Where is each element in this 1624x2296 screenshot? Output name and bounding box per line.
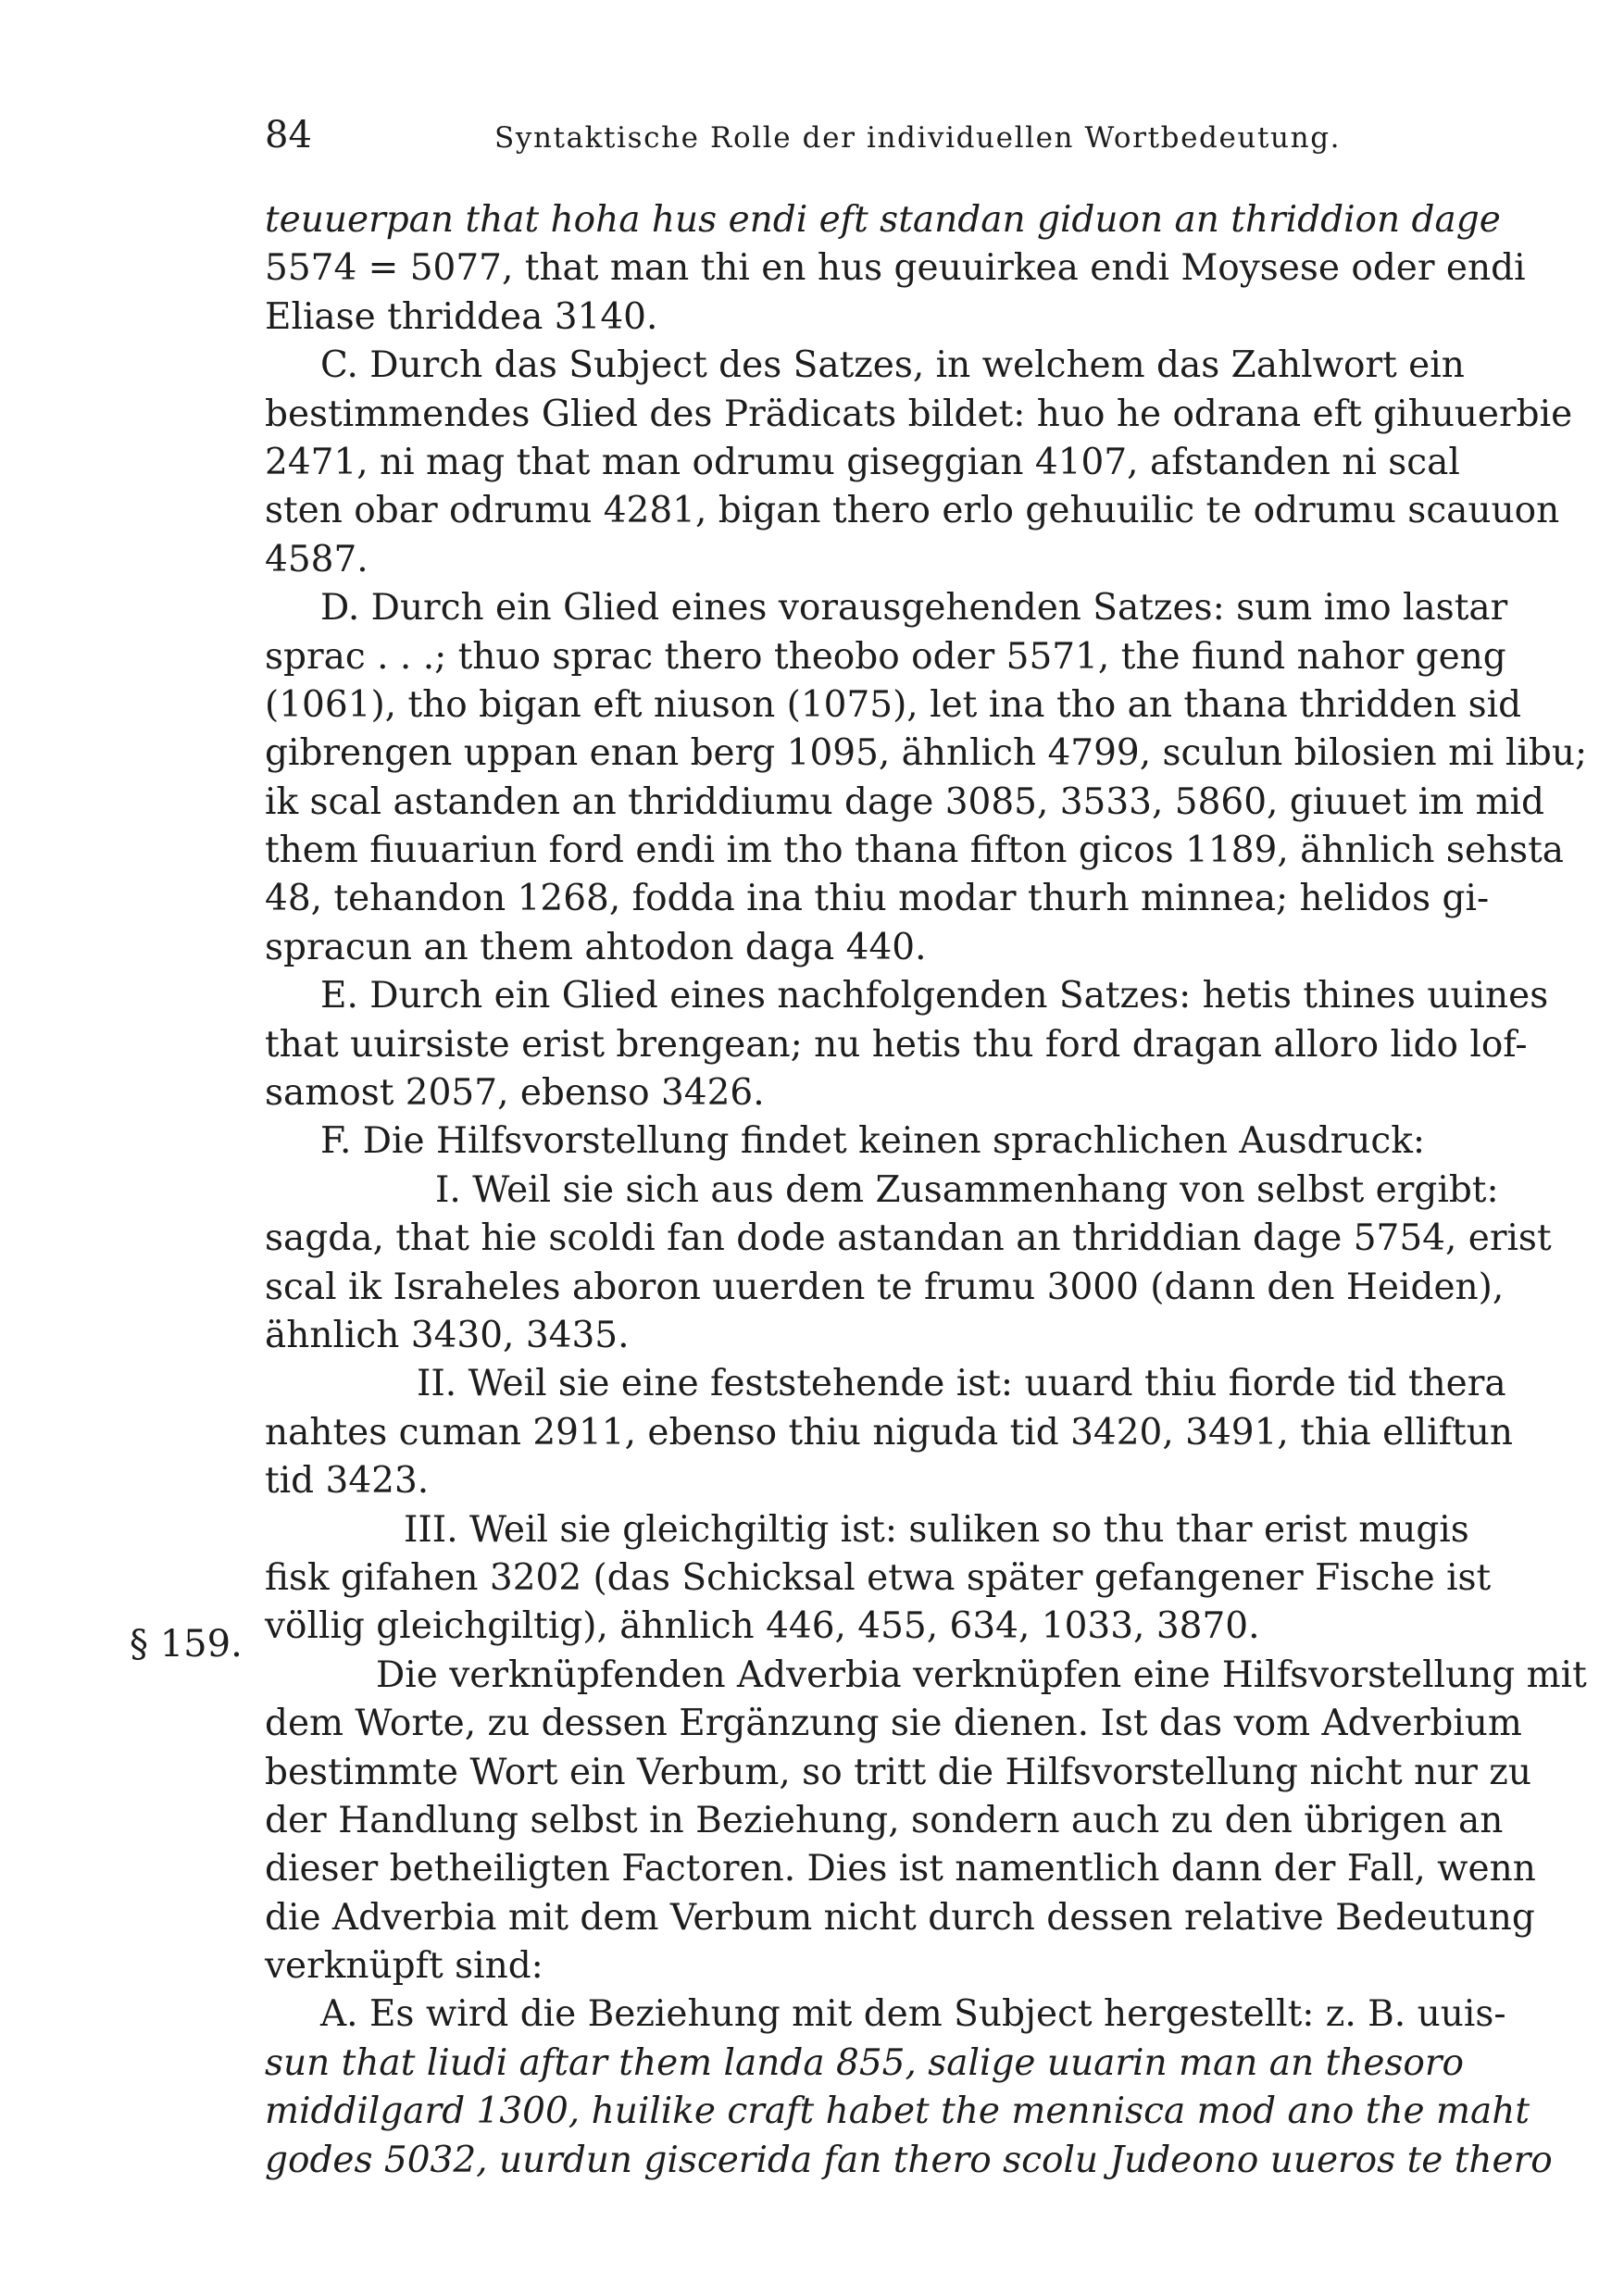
text-line: der Handlung selbst in Beziehung, sondern auch zu den übrigen an (265, 1799, 1504, 1841)
text-line: godes 5032, uurdun giscerida fan thero scolu Judeono uueros te thero (265, 2139, 1553, 2181)
text-line: Eliase thriddea 3140. (265, 295, 658, 338)
running-title: Syntaktische Rolle der individuellen Wortbedeutung. (494, 121, 1342, 155)
text-line: I. Weil sie sich aus dem Zusammenhang von selbst ergibt: (435, 1168, 1499, 1211)
text-line: 48, tehandon 1268, fodda ina thiu modar thurh minnea; helidos gi- (265, 878, 1490, 920)
text-line: tid 3423. (265, 1460, 430, 1503)
text-line: them fiuuariun ford endi im tho thana fifton gicos 1189, ähnlich sehsta (265, 830, 1565, 872)
text-line: dem Worte, zu dessen Ergänzung sie dienen. Ist das vom Adverbium (265, 1703, 1522, 1745)
text-line: that uuirsiste erist brengean; nu hetis thu ford dragan alloro lido lof- (265, 1023, 1528, 1066)
text-line: spracun an them ahtodon daga 440. (265, 926, 927, 968)
text-line: sprac . . .; thuo sprac thero theobo oder 5571, the fiund nahor geng (265, 635, 1506, 678)
page-header (265, 109, 1459, 165)
text-line: II. Weil sie eine feststehende ist: uuard thiu fiorde tid thera (417, 1363, 1506, 1405)
text-line: Die verknüpfenden Adverbia verknüpfen eine Hilfsvorstellung mit (376, 1653, 1587, 1696)
text-line: völlig gleichgiltig), ähnlich 446, 455, 634, 1033, 3870. (265, 1605, 1260, 1648)
text-line: middilgard 1300, huilike craft habet the mennisca mod ano the maht (265, 2090, 1530, 2133)
text-line: F. Die Hilfsvorstellung findet keinen sprachlichen Ausdruck: (320, 1120, 1425, 1163)
text-line: E. Durch ein Glied eines nachfolgenden Satzes: hetis thines uuines (320, 975, 1549, 1017)
text-line: scal ik Israheles aboron uuerden te frumu 3000 (dann den Heiden), (265, 1266, 1505, 1308)
text-line: A. Es wird die Beziehung mit dem Subject hergestellt: z. B. uuis- (320, 1993, 1506, 2036)
page-number: 84 (265, 114, 312, 156)
text-line: ik scal astanden an thriddiumu dage 3085, 3533, 5860, giuuet im mid (265, 780, 1544, 823)
text-line: dieser betheiligten Factoren. Dies ist namentlich dann der Fall, wenn (265, 1848, 1536, 1890)
text-line: bestimmte Wort ein Verbum, so tritt die Hilfsvorstellung nicht nur zu (265, 1751, 1531, 1793)
text-line: ähnlich 3430, 3435. (265, 1314, 630, 1356)
text-line: samost 2057, ebenso 3426. (265, 1072, 765, 1115)
text-line: C. Durch das Subject des Satzes, in welchem das Zahlwort ein (320, 344, 1465, 387)
text-line: sun that liudi aftar them landa 855, salige uuarin man an thesoro (265, 2041, 1465, 2084)
text-line: die Adverbia mit dem Verbum nicht durch dessen relative Bedeutung (265, 1896, 1535, 1939)
text-line: D. Durch ein Glied eines vorausgehenden Satzes: sum imo lastar (320, 587, 1508, 630)
text-line: 2471, ni mag that man odrumu giseggian 4107, afstanden ni scal (265, 441, 1460, 483)
text-line: sagda, that hie scoldi fan dode astandan an thriddian dage 5754, erist (265, 1217, 1552, 1260)
text-line: bestimmendes Glied des Prädicats bildet: huo he odrana eft gihuuerbie (265, 393, 1573, 435)
text-line: gibrengen uppan enan berg 1095, ähnlich 4799, sculun bilosien mi libu; (265, 732, 1588, 775)
text-line: 5574 = 5077, that man thi en hus geuuirkea endi Moysese oder endi (265, 247, 1526, 290)
text-line: teuuerpan that hoha hus endi eft standan giduon an thriddion dage (265, 199, 1501, 241)
text-line: verknüpft sind: (265, 1945, 543, 1988)
text-line: (1061), tho bigan eft niuson (1075), let ina tho an thana thridden sid (265, 683, 1522, 726)
text-line: III. Weil sie gleichgiltig ist: suliken so thu thar erist mugis (404, 1508, 1469, 1551)
text-line: nahtes cuman 2911, ebenso thiu niguda tid 3420, 3491, thia elliftun (265, 1411, 1513, 1454)
text-line: 4587. (265, 538, 369, 580)
text-line: sten obar odrumu 4281, bigan thero erlo gehuuilic te odrumu scauuon (265, 490, 1560, 532)
section-mark: § 159. (130, 1623, 243, 1666)
body-text (265, 196, 1588, 2185)
text-line: fisk gifahen 3202 (das Schicksal etwa später gefangener Fische ist (265, 1556, 1492, 1599)
